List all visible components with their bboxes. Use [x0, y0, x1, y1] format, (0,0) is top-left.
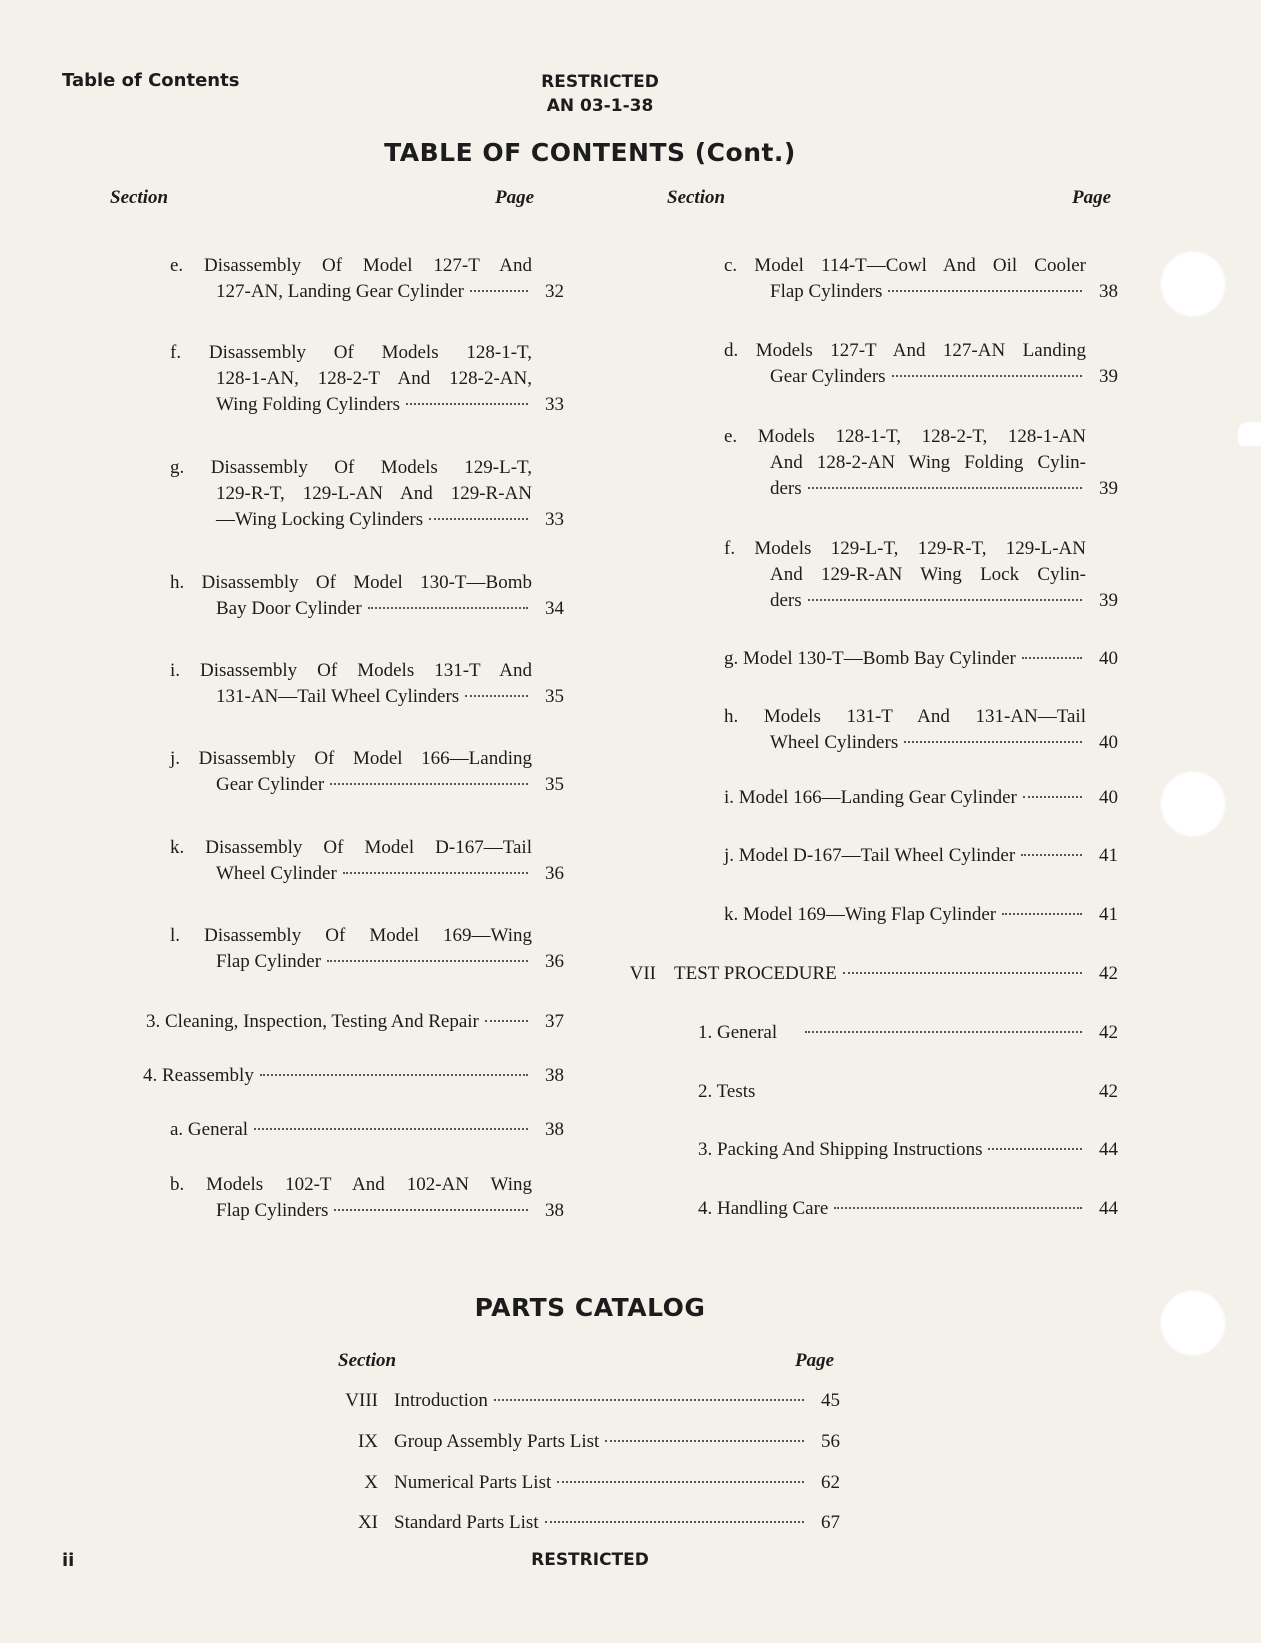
toc-entry-g-disassembly-129[interactable]: g. Disassembly Of Models 129-L-T, 129-R-T, 129-L-AN And 129-R-AN —Wing Locking Cylinders 33	[170, 455, 564, 533]
page-number: 38	[545, 1119, 564, 1140]
left-section-header: Section	[110, 187, 169, 208]
toc-entry-4-reassembly[interactable]: 4. Reassembly 38	[143, 1063, 564, 1089]
page-number: 36	[545, 951, 564, 972]
section-number: IX	[357, 1431, 378, 1452]
section-number: VII	[629, 963, 656, 984]
toc-entry-b-models-102[interactable]: b. Models 102-T And 102-AN Wing Flap Cylinders 38	[170, 1172, 564, 1224]
toc-entry-3-packing[interactable]: 3. Packing And Shipping Instructions 44	[698, 1137, 1118, 1163]
section-number: XI	[357, 1512, 378, 1533]
page-number: 39	[1099, 478, 1118, 499]
page-number: 35	[545, 686, 564, 707]
page-number: 41	[1099, 845, 1118, 866]
page-number: 32	[545, 281, 564, 302]
page-number: 42	[1099, 1022, 1118, 1043]
page-number: 56	[821, 1431, 840, 1452]
left-page-header: Page	[495, 187, 535, 208]
right-section-header: Section	[667, 187, 726, 208]
parts-page-header: Page	[795, 1350, 835, 1371]
right-page-header: Page	[1072, 187, 1112, 208]
toc-entry-i-disassembly-131[interactable]: i. Disassembly Of Models 131-T And 131-AN—Tail Wheel Cylinders 35	[170, 658, 564, 710]
page-number: 38	[545, 1200, 564, 1221]
toc-entry-h-disassembly-130[interactable]: h. Disassembly Of Model 130-T—Bomb Bay Door Cylinder 34	[170, 570, 564, 622]
section-number: VIII	[345, 1390, 378, 1411]
page-number: 33	[545, 509, 564, 530]
toc-entry-1-general[interactable]: 1. General 42	[698, 1020, 1118, 1046]
parts-entry-x-numerical[interactable]: X Numerical Parts List 62	[330, 1470, 840, 1496]
toc-entry-f-disassembly-128[interactable]: f. Disassembly Of Models 128-1-T, 128-1-AN, 128-2-T And 128-2-AN, Wing Folding Cylinders 33	[170, 340, 564, 418]
page-number: 45	[821, 1390, 840, 1411]
section-number: X	[364, 1472, 378, 1493]
classification-footer: RESTRICTED	[531, 1550, 649, 1570]
toc-entry-4-handling-care[interactable]: 4. Handling Care 44	[698, 1196, 1118, 1222]
page-number: 40	[1099, 732, 1118, 753]
document-number: AN 03-1-38	[546, 96, 654, 116]
page-number: 39	[1099, 590, 1118, 611]
toc-entry-h-models-131[interactable]: h. Models 131-T And 131-AN—Tail Wheel Cylinders 40	[724, 704, 1118, 756]
page-number: 62	[821, 1472, 840, 1493]
page-title: TABLE OF CONTENTS (Cont.)	[384, 138, 796, 167]
toc-entry-2-tests[interactable]: 2. Tests 42	[698, 1079, 1118, 1105]
page-number: 67	[821, 1512, 840, 1533]
page-number: 38	[545, 1065, 564, 1086]
toc-entry-i-model-166[interactable]: i. Model 166—Landing Gear Cylinder 40	[724, 785, 1118, 811]
classification-label: RESTRICTED	[541, 72, 659, 92]
toc-entry-c-model-114[interactable]: c. Model 114-T—Cowl And Oil Cooler Flap Cylinders 38	[724, 253, 1118, 305]
page-number: 44	[1099, 1198, 1118, 1219]
parts-entry-xi-standard[interactable]: XI Standard Parts List 67	[330, 1510, 840, 1536]
toc-entry-d-models-127[interactable]: d. Models 127-T And 127-AN Landing Gear Cylinders 39	[724, 338, 1118, 390]
page-number: 37	[545, 1011, 564, 1032]
toc-entry-e-disassembly-127[interactable]: e. Disassembly Of Model 127-T And 127-AN, Landing Gear Cylinder 32	[170, 253, 564, 305]
parts-entry-viii-introduction[interactable]: VIII Introduction 45	[330, 1388, 840, 1414]
page-number: 39	[1099, 366, 1118, 387]
page-number-footer: ii	[62, 1550, 75, 1571]
toc-entry-a-general[interactable]: a. General 38	[170, 1117, 564, 1143]
page-number: 40	[1099, 787, 1118, 808]
toc-entry-l-disassembly-169[interactable]: l. Disassembly Of Model 169—Wing Flap Cylinder 36	[170, 923, 564, 975]
page-number: 35	[545, 774, 564, 795]
page-number: 42	[1099, 963, 1118, 984]
toc-entry-k-disassembly-d167[interactable]: k. Disassembly Of Model D-167—Tail Wheel Cylinder 36	[170, 835, 564, 887]
page-number: 44	[1099, 1139, 1118, 1160]
page-number: 38	[1099, 281, 1118, 302]
parts-entry-ix-group-assembly[interactable]: IX Group Assembly Parts List 56	[330, 1429, 840, 1455]
toc-entry-vii-test-procedure[interactable]: VII TEST PROCEDURE 42	[622, 961, 1118, 987]
toc-entry-g-model-130[interactable]: g. Model 130-T—Bomb Bay Cylinder 40	[724, 646, 1118, 672]
binder-hole-middle	[1160, 771, 1226, 837]
binder-hole-top	[1160, 251, 1226, 317]
page-number: 33	[545, 394, 564, 415]
binder-hole-bottom	[1160, 1290, 1226, 1356]
parts-section-header: Section	[338, 1350, 397, 1371]
running-header-center	[480, 70, 720, 118]
paper-tear-mark	[1238, 422, 1261, 446]
page-number: 42	[1099, 1081, 1118, 1102]
toc-entry-f-models-129[interactable]: f. Models 129-L-T, 129-R-T, 129-L-AN And 129-R-AN Wing Lock Cylin- ders 39	[724, 536, 1118, 614]
parts-catalog-title: PARTS CATALOG	[474, 1293, 706, 1322]
page-number: 41	[1099, 904, 1118, 925]
toc-entry-k-model-169[interactable]: k. Model 169—Wing Flap Cylinder 41	[724, 902, 1118, 928]
toc-entry-e-models-128[interactable]: e. Models 128-1-T, 128-2-T, 128-1-AN And 128-2-AN Wing Folding Cylin- ders 39	[724, 424, 1118, 502]
page-number: 34	[545, 598, 564, 619]
running-header-left: Table of Contents	[62, 70, 240, 91]
page-number: 36	[545, 863, 564, 884]
toc-entry-3-cleaning[interactable]: 3. Cleaning, Inspection, Testing And Repair 37	[146, 1009, 564, 1035]
toc-entry-j-disassembly-166[interactable]: j. Disassembly Of Model 166—Landing Gear Cylinder 35	[170, 746, 564, 798]
toc-entry-j-model-d167[interactable]: j. Model D-167—Tail Wheel Cylinder 41	[724, 843, 1118, 869]
page-number: 40	[1099, 648, 1118, 669]
